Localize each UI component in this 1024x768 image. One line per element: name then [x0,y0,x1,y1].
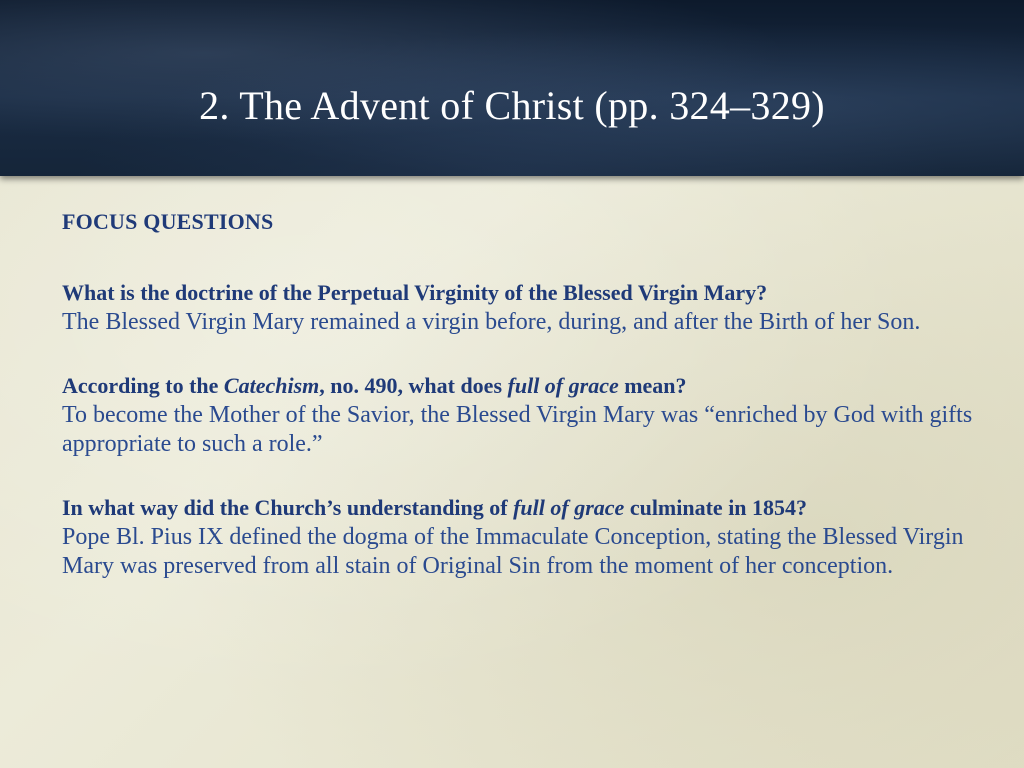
answer-text: Pope Bl. Pius IX defined the dogma of the Immaculate Conception, stating the Blessed Virgin Mary was preserved from all stain of Original Sin from the moment of her conception. [62,524,964,579]
question-text: According to the Catechism, no. 490, what does full of grace mean? [62,373,687,398]
title-banner [0,0,1024,176]
question-block [62,373,992,459]
slide-content [62,208,992,581]
answer-text: The Blessed Virgin Mary remained a virgin before, during, and after the Birth of her Son. [62,309,921,335]
question-text: What is the doctrine of the Perpetual Virginity of the Blessed Virgin Mary? [62,280,768,305]
emphasis-phrase: full of grace [513,495,625,520]
question-block [62,495,992,581]
emphasis-phrase: full of grace [507,373,619,398]
slide-title: 2. The Advent of Christ (pp. 324–329) [199,83,825,128]
emphasis-title: Catechism [223,373,320,398]
question-block [62,280,992,337]
question-text: In what way did the Church’s understanding of full of grace culminate in 1854? [62,495,808,520]
answer-text: To become the Mother of the Savior, the Blessed Virgin Mary was “enriched by God with gifts appropriate to such a role.” [62,402,973,457]
section-heading: FOCUS QUESTIONS [62,209,274,234]
